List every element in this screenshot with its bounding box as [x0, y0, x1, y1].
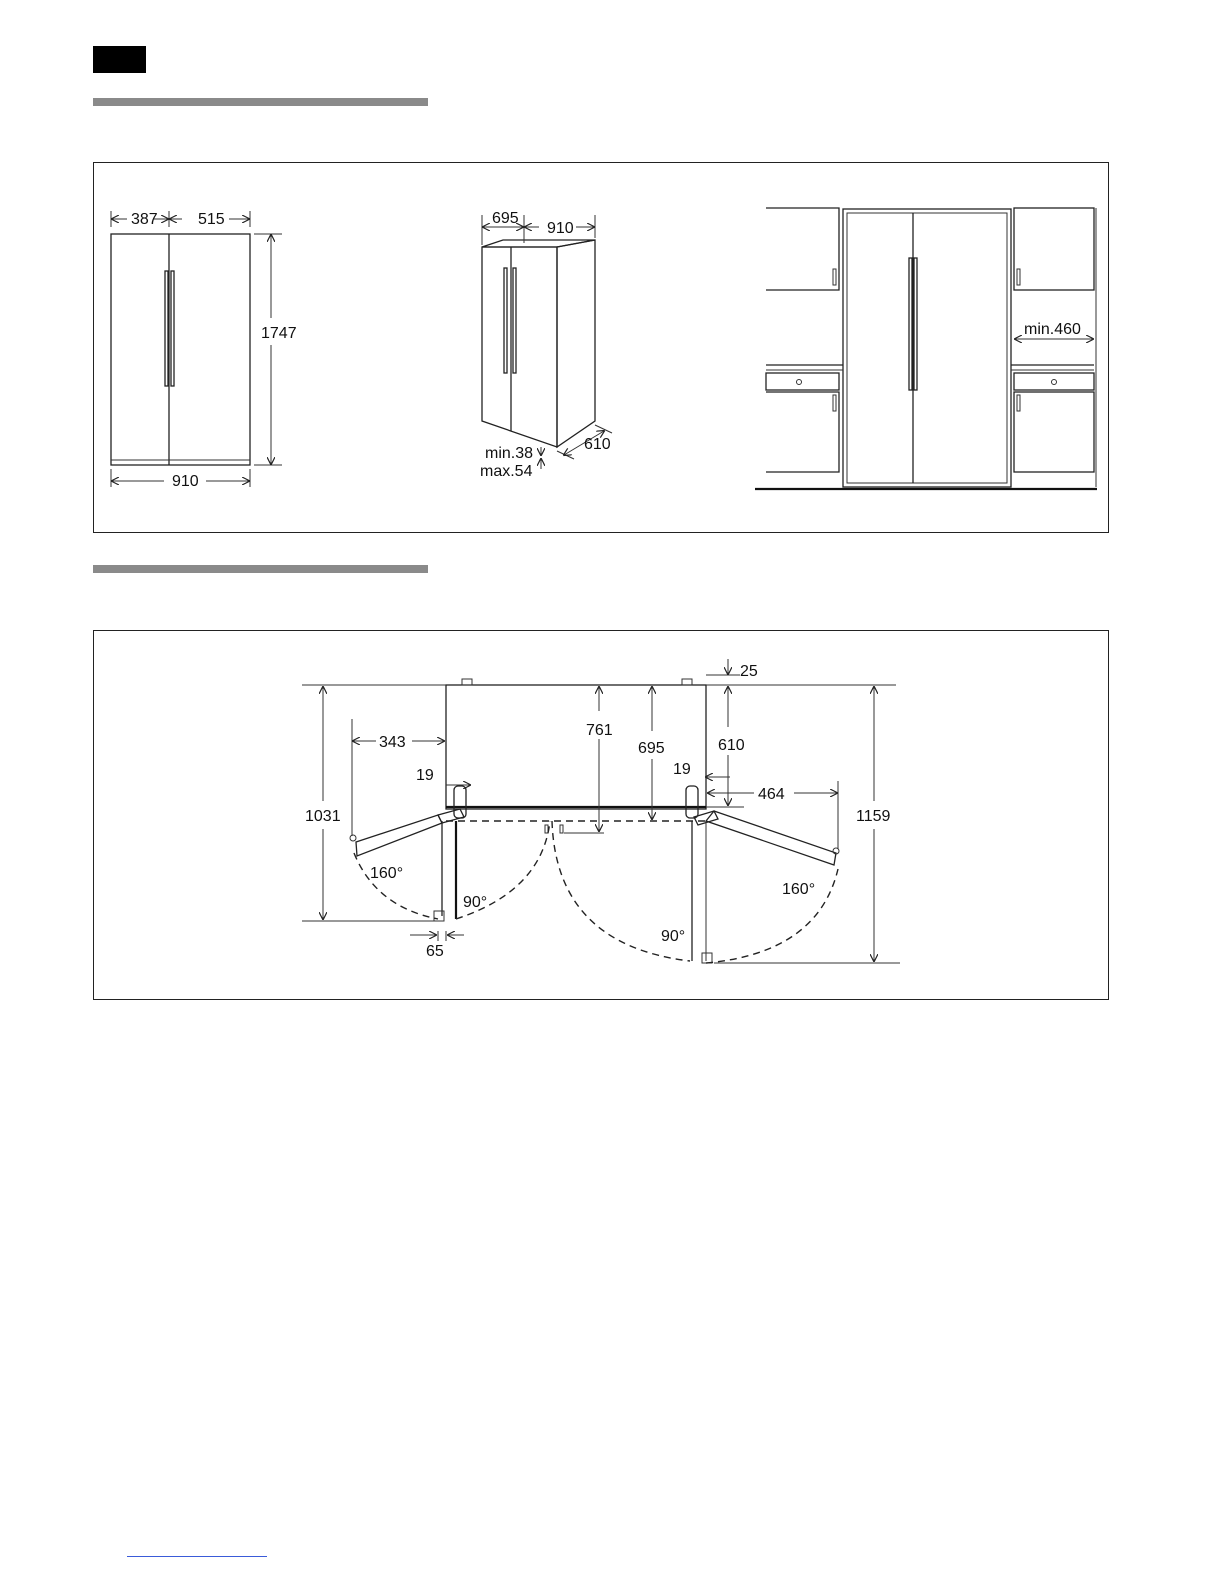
dim-19-left: 19 — [416, 767, 434, 784]
dim-695: 695 — [638, 740, 665, 757]
gap-min: min.38 — [485, 445, 534, 462]
dim-343: 343 — [379, 734, 406, 751]
gap-max: max.54 — [480, 463, 533, 480]
page-number-tab — [93, 46, 146, 73]
dim-65: 65 — [426, 943, 444, 960]
perspective-view — [480, 210, 612, 480]
footer-link-line — [127, 1556, 267, 1557]
dim-25: 25 — [740, 663, 758, 680]
dim-1031: 1031 — [305, 808, 341, 825]
fridge-body — [446, 685, 706, 809]
dim-610: 610 — [718, 737, 745, 754]
dimension-lines — [302, 659, 900, 963]
right-door — [552, 786, 839, 963]
dimensions-panel — [93, 162, 1109, 533]
dim-910-front: 910 — [172, 473, 199, 490]
section-bar-door-clearance — [93, 565, 428, 573]
dimensions-diagram — [94, 163, 1110, 534]
angle-90-left: 90° — [463, 894, 488, 911]
dim-1747: 1747 — [261, 325, 297, 342]
dim-761: 761 — [586, 722, 613, 739]
dim-464: 464 — [758, 786, 785, 803]
door-clearance-diagram — [94, 631, 1110, 1001]
dim-19-right: 19 — [673, 761, 691, 778]
installed-view — [755, 208, 1097, 489]
front-view — [111, 211, 297, 490]
dim-515: 515 — [198, 211, 225, 228]
angle-160-left: 160° — [370, 865, 404, 882]
dim-610: 610 — [584, 436, 611, 453]
dim-387: 387 — [131, 211, 158, 228]
angle-90-right: 90° — [661, 928, 686, 945]
dim-695: 695 — [492, 210, 519, 227]
dim-910-perspective: 910 — [547, 220, 574, 237]
section-bar-dimensions — [93, 98, 428, 106]
door-clearance-panel — [93, 630, 1109, 1000]
dim-1159: 1159 — [856, 808, 891, 825]
angle-160-right: 160° — [782, 881, 816, 898]
clearance-min460: min.460 — [1024, 321, 1081, 338]
